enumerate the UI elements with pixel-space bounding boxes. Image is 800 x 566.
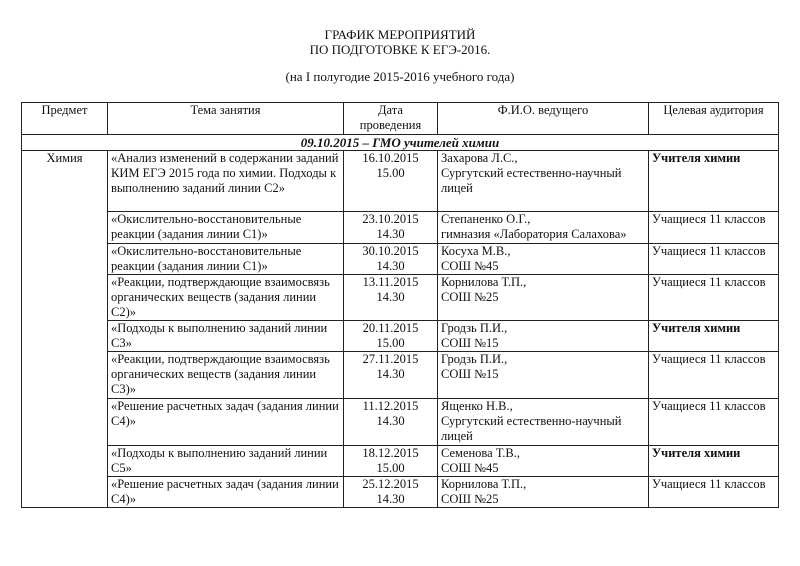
topic-cell: «Подходы к выполнению заданий линии С3» — [108, 321, 344, 352]
audience-cell: Учителя химии — [649, 446, 779, 477]
topic-cell: «Реакции, подтверждающие взаимосвязь органических веществ (задания линии С2)» — [108, 275, 344, 321]
host-name: Корнилова Т.П., — [441, 477, 527, 491]
host-organization: СОШ №25 — [441, 290, 499, 304]
date-cell — [344, 151, 438, 212]
host-organization: Сургутский естественно-научный лицей — [441, 166, 622, 195]
table-row — [22, 275, 779, 321]
topic-cell: «Анализ изменений в содержании заданий КИМ ЕГЭ 2015 года по химии. Подходы к выполнению заданий линии С2» — [108, 151, 344, 212]
audience-cell: Учителя химии — [649, 151, 779, 212]
date-value: 18.12.2015 — [362, 446, 419, 460]
audience-cell: Учащиеся 11 классов — [649, 244, 779, 275]
host-organization: СОШ №15 — [441, 367, 499, 381]
schedule-table — [21, 102, 779, 508]
topic-cell: «Подходы к выполнению заданий линии С5» — [108, 446, 344, 477]
header-date: Дата проведения — [344, 103, 438, 135]
audience-cell: Учителя химии — [649, 321, 779, 352]
time-value: 15.00 — [376, 336, 405, 350]
host-cell — [438, 275, 649, 321]
table-row — [22, 352, 779, 399]
host-cell — [438, 244, 649, 275]
header-subject: Предмет — [22, 103, 108, 135]
host-organization: СОШ №15 — [441, 336, 499, 350]
time-value: 15.00 — [376, 166, 405, 180]
table-row — [22, 446, 779, 477]
host-organization: Сургутский естественно-научный лицей — [441, 414, 622, 443]
time-value: 15.00 — [376, 461, 405, 475]
date-value: 27.11.2015 — [362, 352, 419, 366]
date-cell — [344, 321, 438, 352]
time-value: 14.30 — [376, 259, 405, 273]
document-title-line1: ГРАФИК МЕРОПРИЯТИЙ — [324, 27, 476, 42]
date-cell — [344, 275, 438, 321]
host-name: Косуха М.В., — [441, 244, 511, 258]
header-topic: Тема занятия — [108, 103, 344, 135]
date-value: 11.12.2015 — [362, 399, 419, 413]
date-value: 20.11.2015 — [362, 321, 419, 335]
host-cell — [438, 399, 649, 446]
host-cell — [438, 446, 649, 477]
date-cell — [344, 399, 438, 446]
date-value: 23.10.2015 — [362, 212, 419, 226]
date-cell — [344, 352, 438, 399]
time-value: 14.30 — [376, 227, 405, 241]
table-row — [22, 244, 779, 275]
topic-cell: «Окислительно-восстановительные реакции (задания линии С1)» — [108, 212, 344, 244]
time-value: 14.30 — [376, 492, 405, 506]
topic-cell: «Реакции, подтверждающие взаимосвязь органических веществ (задания линии С3)» — [108, 352, 344, 399]
host-cell — [438, 212, 649, 244]
host-name: Степаненко О.Г., — [441, 212, 531, 226]
host-organization: СОШ №25 — [441, 492, 499, 506]
host-cell — [438, 477, 649, 508]
date-value: 13.11.2015 — [362, 275, 419, 289]
host-name: Семенова Т.В., — [441, 446, 520, 460]
time-value: 14.30 — [376, 367, 405, 381]
date-cell — [344, 212, 438, 244]
table-row — [22, 399, 779, 446]
audience-cell: Учащиеся 11 классов — [649, 477, 779, 508]
header-host: Ф.И.О. ведущего — [438, 103, 649, 135]
document-subtitle: (на I полугодие 2015-2016 учебного года) — [285, 69, 515, 84]
date-cell — [344, 244, 438, 275]
date-cell — [344, 477, 438, 508]
topic-cell: «Окислительно-восстановительные реакции (задания линии С1)» — [108, 244, 344, 275]
topic-cell: «Решение расчетных задач (задания линии С4)» — [108, 477, 344, 508]
audience-cell: Учащиеся 11 классов — [649, 352, 779, 399]
host-organization: СОШ №45 — [441, 259, 499, 273]
host-cell — [438, 321, 649, 352]
table-row — [22, 321, 779, 352]
host-name: Гродзь П.И., — [441, 321, 508, 335]
table-row — [22, 477, 779, 508]
section-label: 09.10.2015 – ГМО учителей химии — [22, 135, 779, 151]
host-organization: гимназия «Лаборатория Салахова» — [441, 227, 627, 241]
date-value: 16.10.2015 — [362, 151, 419, 165]
host-name: Гродзь П.И., — [441, 352, 508, 366]
subject-cell: Химия — [22, 151, 108, 508]
topic-cell: «Решение расчетных задач (задания линии С4)» — [108, 399, 344, 446]
section-row — [22, 135, 779, 151]
time-value: 14.30 — [376, 290, 405, 304]
host-name: Корнилова Т.П., — [441, 275, 527, 289]
document-title-line2: ПО ПОДГОТОВКЕ К ЕГЭ-2016. — [309, 42, 491, 57]
table-row — [22, 212, 779, 244]
header-audience: Целевая аудитория — [649, 103, 779, 135]
host-organization: СОШ №45 — [441, 461, 499, 475]
audience-cell: Учащиеся 11 классов — [649, 275, 779, 321]
host-cell — [438, 352, 649, 399]
date-value: 25.12.2015 — [362, 477, 419, 491]
host-cell — [438, 151, 649, 212]
audience-cell: Учащиеся 11 классов — [649, 399, 779, 446]
table-row — [22, 151, 779, 212]
audience-cell: Учащиеся 11 классов — [649, 212, 779, 244]
date-value: 30.10.2015 — [362, 244, 419, 258]
header-row — [22, 103, 779, 135]
date-cell — [344, 446, 438, 477]
host-name: Захарова Л.С., — [441, 151, 518, 165]
time-value: 14.30 — [376, 414, 405, 428]
host-name: Ященко Н.В., — [441, 399, 513, 413]
